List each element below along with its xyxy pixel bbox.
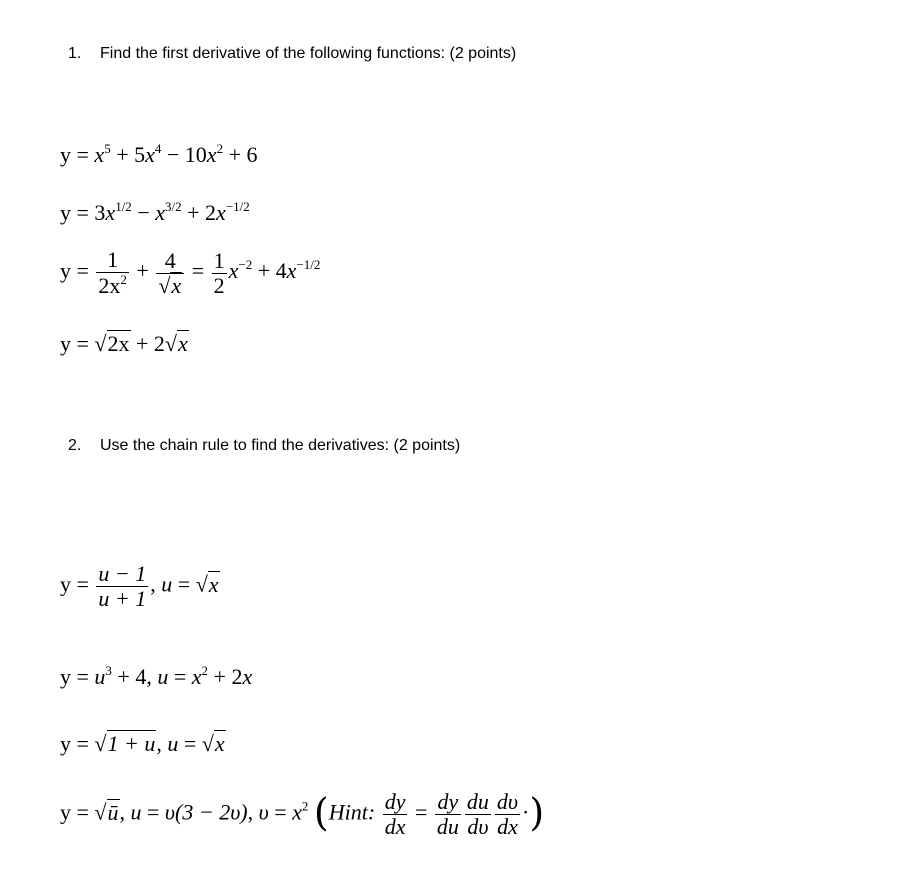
radical-sign: √: [158, 272, 171, 298]
question-2-number: 2.: [68, 437, 82, 454]
radical-sign: √: [94, 731, 107, 756]
hint-label: Hint:: [328, 799, 376, 825]
question-1-text: Find the first derivative of the following functions: (2 points): [100, 45, 517, 62]
question-2-text: Use the chain rule to find the derivatives: (2 points): [100, 437, 461, 454]
radical-sign: √: [94, 331, 107, 356]
q1-equation-2: $y = 3x^{1/2} - x^{3/2} + 2x^{-1/2}$: [60, 199, 250, 225]
fraction: $\frac{1}{2}$: [213, 247, 225, 298]
q2-equation-3: y = √1 + u, u = √x: [60, 731, 225, 756]
radical-sign: √: [164, 331, 177, 356]
radical-sign: √: [201, 731, 214, 756]
q2-equation-4: y = √ū, u = υ(3 − 2υ), $\upsilon = x^2$ (Hint: $\frac{dy}{dx}$ = $\frac{dy}{du}$ $\frac{du}{d\upsilon}$ $\frac{d\upsilon}{dx}$ ·): [60, 789, 545, 840]
question-1-number: 1.: [68, 45, 82, 62]
q2-equation-2: $y = u^3 + 4$, $u = x^2 + 2x$: [60, 663, 253, 689]
q1-equation-4: y = √2x + 2√x: [60, 331, 188, 356]
fraction: $\frac{u - 1}{u + 1}$: [98, 561, 147, 612]
fraction: $\frac{d\upsilon}{dx}$: [496, 789, 518, 840]
fraction: $\frac{dy}{du}$: [436, 789, 459, 840]
q1-equation-3: y = $\frac{1}{2x^2}$ + $\frac{4}{√x}$ = $\frac{1}{2}$ $x^{-2} + 4x^{-1/2}$: [60, 247, 321, 299]
fraction: $\frac{4}{√x}$: [156, 249, 184, 298]
radical-sign: √: [195, 571, 208, 597]
fraction: $\frac{1}{2x^2}$: [98, 247, 127, 299]
fraction: $\frac{dy}{dx}$: [384, 789, 406, 840]
radical-sign: √: [94, 799, 107, 825]
q1-equation-1: $y = x^5 + 5x^4 - 10x^2 + 6$: [60, 141, 258, 167]
q2-equation-1: y = $\frac{u - 1}{u + 1}$ , u = √x: [60, 561, 219, 612]
close-paren: ): [529, 790, 545, 835]
open-paren: (: [313, 790, 329, 835]
fraction: $\frac{du}{d\upsilon}$: [466, 789, 489, 840]
